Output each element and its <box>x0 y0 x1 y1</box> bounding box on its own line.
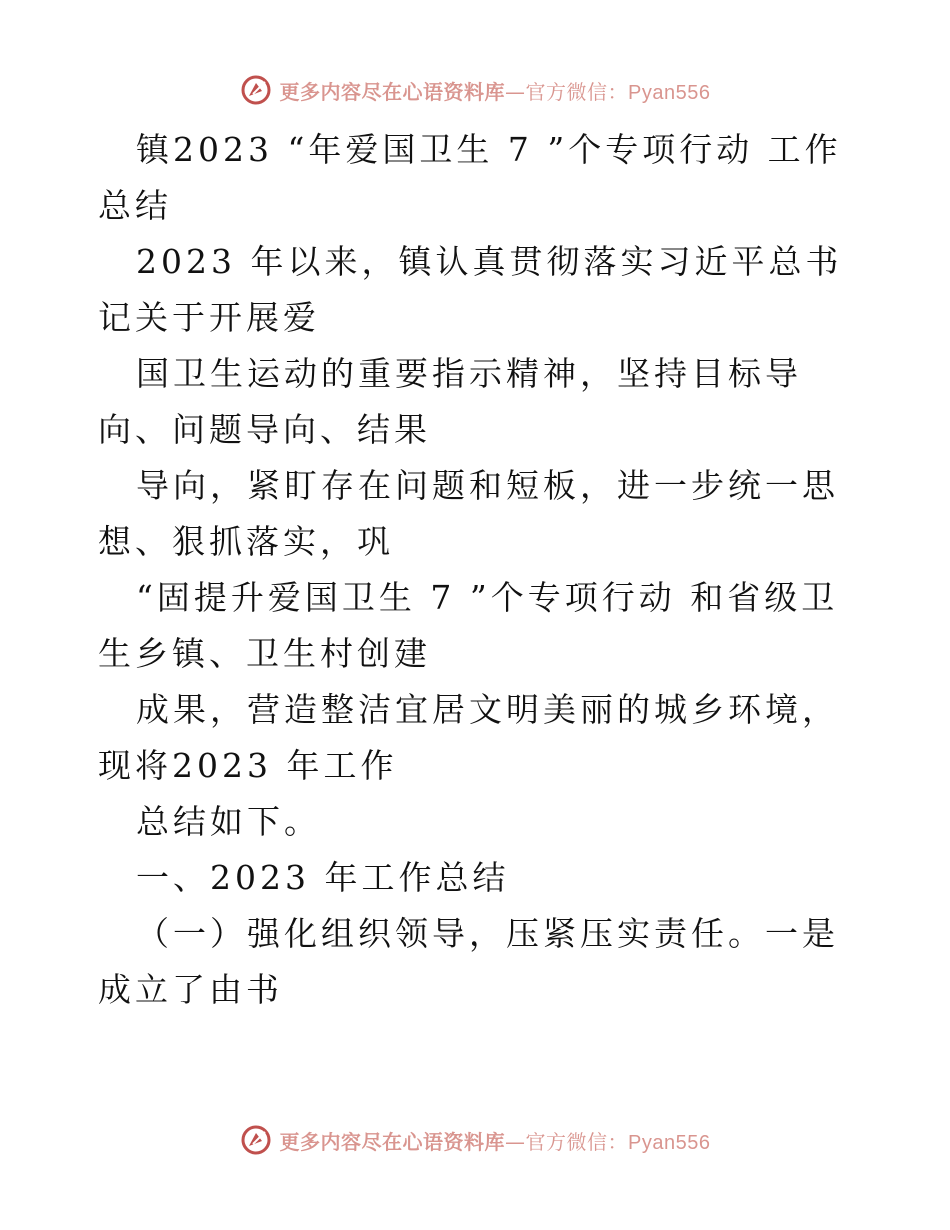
section-heading: 一、2023 年工作总结 <box>136 858 510 897</box>
watermark-separator: — <box>505 1129 526 1154</box>
watermark-wechat-label: 官方微信： <box>525 1129 629 1154</box>
paragraph-line: 导向，紧盯存在问题和短板，进一步统一思想、狠抓落实，巩 <box>98 466 839 561</box>
watermark-brand: 更多内容尽在心语资料库 <box>279 1129 506 1154</box>
watermark-brand: 更多内容尽在心语资料库 <box>279 79 506 104</box>
watermark-header <box>0 70 950 110</box>
watermark-separator: — <box>505 79 526 104</box>
paragraph-line: “固提升爱国卫生 7 ”个专项行动 和省级卫生乡镇、卫生村创建 <box>98 578 839 673</box>
paragraph-line: 总结如下。 <box>136 802 321 841</box>
paragraph-line: 2023 年以来，镇认真贯彻落实习近平总书记关于开展爱 <box>98 242 843 337</box>
library-logo-icon <box>240 1124 272 1156</box>
watermark-text <box>280 1126 711 1155</box>
document-body <box>98 122 858 1018</box>
watermark-wechat-label: 官方微信： <box>525 79 629 104</box>
watermark-wechat-id: Pyan556 <box>628 1131 711 1154</box>
library-logo-icon <box>240 74 272 106</box>
watermark-footer <box>0 1120 950 1160</box>
watermark-text <box>280 76 711 105</box>
paragraph-line: 成果，营造整洁宜居文明美丽的城乡环境，现将2023 年工作 <box>98 690 839 785</box>
paragraph-line: （一）强化组织领导，压紧压实责任。一是成立了由书 <box>98 914 839 1009</box>
watermark-wechat-id: Pyan556 <box>628 81 711 104</box>
paragraph-line: 国卫生运动的重要指示精神，坚持目标导向、问题导向、结果 <box>98 354 802 449</box>
document-title: 镇2023 “年爱国卫生 7 ”个专项行动 工作总结 <box>98 130 842 225</box>
